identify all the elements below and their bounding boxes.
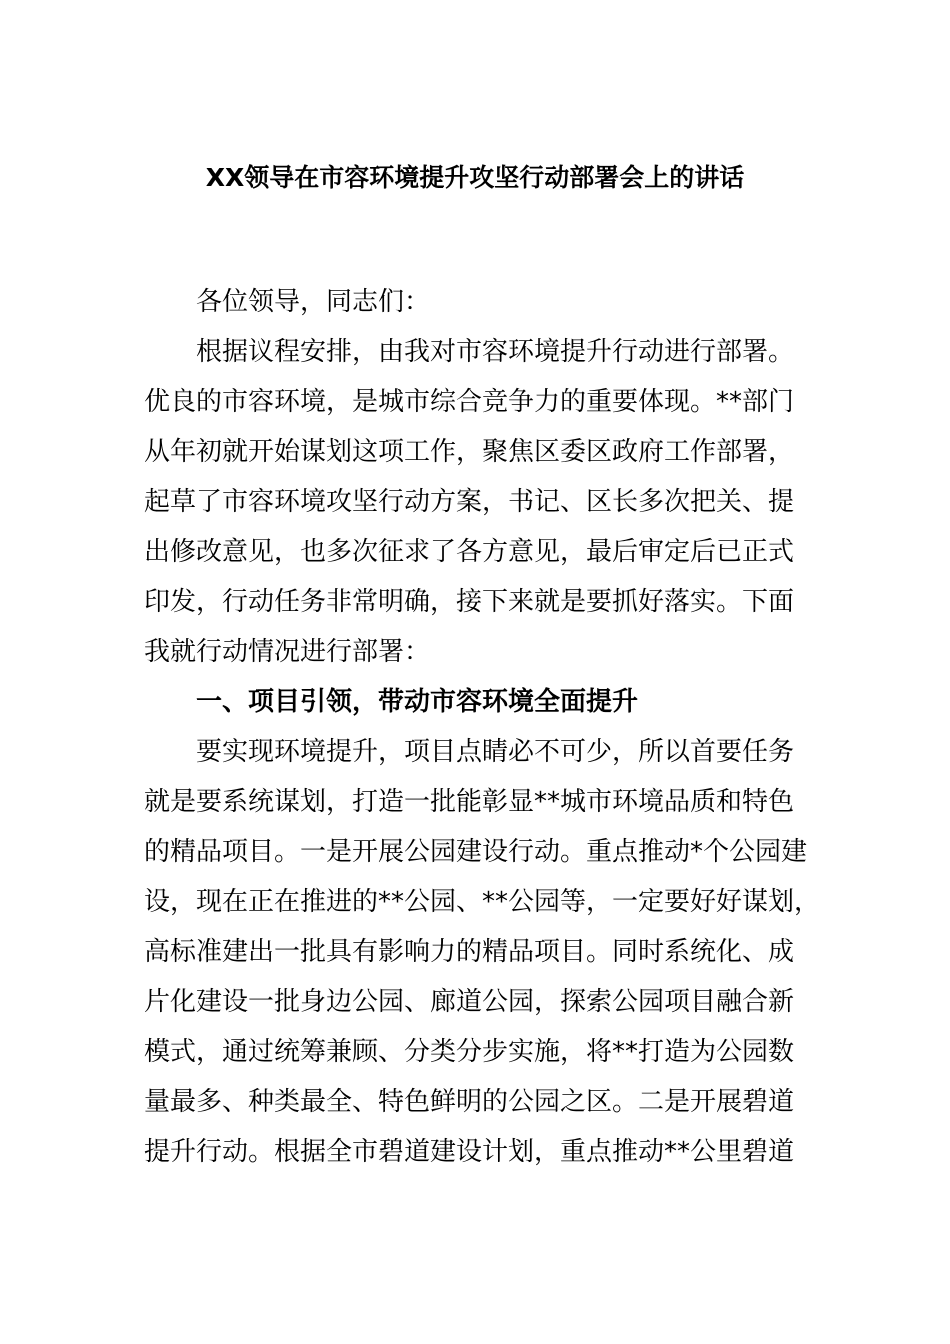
body-line: 就是要系统谋划，打造一批能彰显**城市环境品质和特色 <box>144 787 795 817</box>
section-heading: 一、项目引领，带动市容环境全面提升 <box>196 687 639 717</box>
body-line: 我就行动情况进行部署： <box>144 637 431 667</box>
body-line: 起草了市容环境攻坚行动方案，书记、区长多次把关、提 <box>144 487 795 517</box>
body-line: 根据议程安排，由我对市容环境提升行动进行部署。 <box>196 337 795 367</box>
body-line: 设，现在正在推进的**公园、**公园等，一定要好好谋划， <box>144 887 821 917</box>
salutation-line: 各位领导，同志们： <box>196 287 431 317</box>
body-line: 片化建设一批身边公园、廊道公园，探索公园项目融合新 <box>144 987 795 1017</box>
body-line: 印发，行动任务非常明确，接下来就是要抓好落实。下面 <box>144 587 795 617</box>
document-title: XX领导在市容环境提升攻坚行动部署会上的讲话 <box>205 163 745 192</box>
body-line: 从年初就开始谋划这项工作，聚焦区委区政府工作部署， <box>144 437 795 467</box>
body-line: 量最多、种类最全、特色鲜明的公园之区。二是开展碧道 <box>144 1087 795 1117</box>
body-line: 出修改意见，也多次征求了各方意见，最后审定后已正式 <box>144 537 795 567</box>
body-line: 优良的市容环境，是城市综合竞争力的重要体现。**部门 <box>144 387 795 417</box>
body-line: 的精品项目。一是开展公园建设行动。重点推动*个公园建 <box>144 837 808 867</box>
body-line: 模式，通过统筹兼顾、分类分步实施，将**打造为公园数 <box>144 1037 795 1067</box>
body-line: 要实现环境提升，项目点睛必不可少，所以首要任务 <box>196 737 795 767</box>
body-line: 高标准建出一批具有影响力的精品项目。同时系统化、成 <box>144 937 795 967</box>
body-line: 提升行动。根据全市碧道建设计划，重点推动**公里碧道 <box>144 1137 795 1167</box>
